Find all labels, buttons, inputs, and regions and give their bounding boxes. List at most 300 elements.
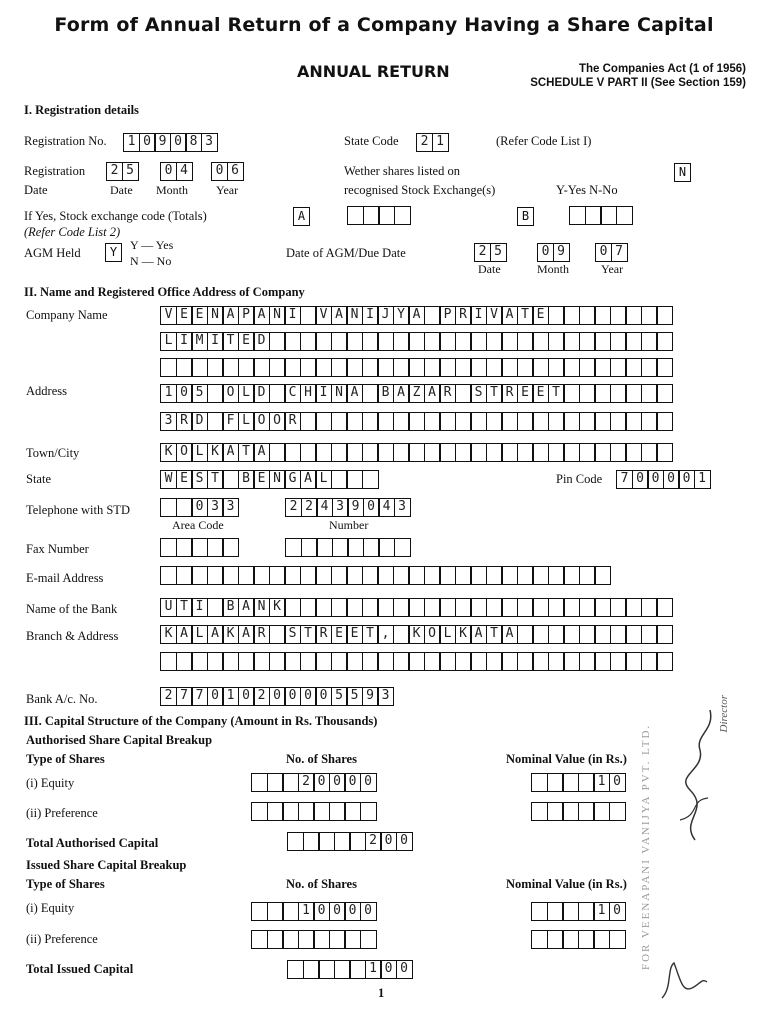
form-cell <box>578 902 595 921</box>
issued-preference-label: (ii) Preference <box>26 932 98 946</box>
section-address-heading: II. Name and Registered Office Address of Company <box>24 285 305 299</box>
form-cell <box>517 358 534 377</box>
form-cell: 0 <box>176 384 193 403</box>
form-cell <box>284 598 301 617</box>
town-field[interactable] <box>160 443 672 462</box>
form-cell: S <box>470 384 487 403</box>
agm-year-field[interactable] <box>595 243 626 262</box>
agm-caption-year: Year <box>601 262 624 276</box>
form-cell <box>377 412 394 431</box>
form-cell <box>562 773 579 792</box>
form-cell: I <box>470 306 487 325</box>
form-cell <box>548 625 565 644</box>
form-cell <box>287 960 304 979</box>
auth-equity-nominal-field[interactable] <box>531 773 624 792</box>
form-cell <box>315 598 332 617</box>
bank-name-field[interactable] <box>160 598 672 617</box>
form-cell <box>393 625 410 644</box>
form-cell <box>610 384 627 403</box>
form-cell <box>486 566 503 585</box>
form-cell: L <box>191 625 208 644</box>
form-cell <box>625 652 642 671</box>
form-cell <box>176 652 193 671</box>
form-cell: 1 <box>123 133 140 152</box>
act-line-2: SCHEDULE V PART II (See Section 159) <box>530 77 746 89</box>
form-cell <box>532 358 549 377</box>
issued-nominal-label: Nominal Value (in Rs.) <box>506 877 627 891</box>
form-cell <box>377 332 394 351</box>
auth-preference-shares-field[interactable] <box>251 802 375 821</box>
form-cell: 2 <box>106 162 123 181</box>
form-cell: 0 <box>647 470 664 489</box>
address-label: Address <box>26 384 67 398</box>
form-cell <box>656 306 673 325</box>
form-cell <box>284 443 301 462</box>
listed-label-2: recognised Stock Exchange(s) <box>344 183 496 197</box>
form-cell <box>594 332 611 351</box>
form-cell <box>363 538 380 557</box>
registration-year-field[interactable] <box>211 162 242 181</box>
form-cell: U <box>160 598 177 617</box>
form-cell: 1 <box>365 960 382 979</box>
form-cell: 0 <box>300 687 317 706</box>
form-cell <box>346 470 363 489</box>
company-name-label: Company Name <box>26 308 108 322</box>
form-cell: I <box>191 598 208 617</box>
form-cell <box>269 625 286 644</box>
email-field[interactable] <box>160 566 610 585</box>
form-cell <box>378 538 395 557</box>
form-cell: 0 <box>313 773 330 792</box>
form-cell <box>285 538 302 557</box>
act-reference <box>530 62 746 90</box>
form-cell: R <box>455 306 472 325</box>
form-cell: 0 <box>609 773 626 792</box>
registration-day-field[interactable] <box>106 162 137 181</box>
form-cell <box>282 773 299 792</box>
form-cell <box>207 598 224 617</box>
form-cell: Z <box>408 384 425 403</box>
form-cell: K <box>455 625 472 644</box>
form-cell <box>349 960 366 979</box>
issued-equity-label: (i) Equity <box>26 901 75 915</box>
form-cell <box>562 902 579 921</box>
form-cell <box>656 412 673 431</box>
form-cell <box>362 598 379 617</box>
form-cell <box>346 598 363 617</box>
company-name-line-3[interactable] <box>160 358 672 377</box>
form-cell <box>346 443 363 462</box>
form-cell <box>563 652 580 671</box>
form-cell: A <box>222 443 239 462</box>
stock-exchange-box-a: A <box>293 207 310 226</box>
form-cell: 4 <box>176 162 193 181</box>
form-cell <box>176 538 193 557</box>
form-cell <box>222 358 239 377</box>
form-cell <box>625 625 642 644</box>
form-cell: I <box>284 306 301 325</box>
issued-total-field[interactable] <box>287 960 411 979</box>
fax-area-field[interactable] <box>160 538 238 557</box>
form-cell <box>424 306 441 325</box>
form-cell <box>594 566 611 585</box>
no-of-shares-label: No. of Shares <box>286 752 357 766</box>
form-cell <box>594 443 611 462</box>
form-cell <box>439 566 456 585</box>
form-cell <box>298 802 315 821</box>
form-cell <box>331 598 348 617</box>
form-cell: T <box>207 470 224 489</box>
form-cell: N <box>207 306 224 325</box>
form-cell <box>300 443 317 462</box>
form-cell <box>656 598 673 617</box>
form-cell <box>176 358 193 377</box>
form-cell: 7 <box>616 470 633 489</box>
form-cell: 0 <box>315 687 332 706</box>
form-cell: 3 <box>207 498 224 517</box>
agm-day-field[interactable] <box>474 243 505 262</box>
form-cell: K <box>222 625 239 644</box>
form-cell <box>439 412 456 431</box>
form-cell: A <box>207 625 224 644</box>
form-cell <box>455 332 472 351</box>
state-code-field[interactable] <box>416 133 447 152</box>
form-cell <box>331 652 348 671</box>
form-cell: 2 <box>416 133 433 152</box>
pin-code-label: Pin Code <box>556 472 603 486</box>
form-cell <box>318 832 335 851</box>
form-cell <box>303 960 320 979</box>
form-cell <box>439 652 456 671</box>
form-cell: Y <box>393 306 410 325</box>
form-cell: 7 <box>191 687 208 706</box>
agm-caption-date: Date <box>478 262 501 276</box>
form-cell: 0 <box>678 470 695 489</box>
form-cell <box>532 332 549 351</box>
form-cell <box>517 443 534 462</box>
form-cell <box>548 443 565 462</box>
form-cell <box>641 412 658 431</box>
form-cell <box>548 598 565 617</box>
issued-equity-shares-field[interactable] <box>251 902 375 921</box>
form-cell <box>625 306 642 325</box>
form-cell <box>346 358 363 377</box>
form-cell <box>424 443 441 462</box>
number-caption: Number <box>329 518 369 532</box>
form-cell: N <box>253 598 270 617</box>
form-cell <box>269 384 286 403</box>
form-cell <box>408 443 425 462</box>
form-cell <box>313 802 330 821</box>
form-cell: N <box>331 384 348 403</box>
issued-preference-shares-field[interactable] <box>251 930 375 949</box>
form-cell <box>594 358 611 377</box>
form-cell <box>548 412 565 431</box>
form-cell <box>315 412 332 431</box>
form-cell <box>656 358 673 377</box>
form-cell: T <box>486 384 503 403</box>
form-cell: 3 <box>160 412 177 431</box>
form-cell <box>594 652 611 671</box>
form-cell: 1 <box>694 470 711 489</box>
form-cell: 2 <box>253 687 270 706</box>
form-cell <box>347 538 364 557</box>
pin-code-field[interactable] <box>616 470 709 489</box>
auth-total-label: Total Authorised Capital <box>26 836 159 850</box>
branch-address-line-1[interactable] <box>160 625 672 644</box>
form-cell: P <box>238 306 255 325</box>
form-cell <box>594 625 611 644</box>
form-cell: 1 <box>222 687 239 706</box>
registration-no-field[interactable] <box>123 133 216 152</box>
form-cell: A <box>408 306 425 325</box>
form-cell <box>486 412 503 431</box>
form-cell: 4 <box>316 498 333 517</box>
registration-no-label: Registration No. <box>24 134 107 148</box>
form-cell <box>486 598 503 617</box>
form-cell: H <box>300 384 317 403</box>
form-cell <box>579 566 596 585</box>
company-stamp-text: FOR VEENAPANI VANIJYA PVT. LTD. <box>640 723 652 970</box>
form-cell: V <box>486 306 503 325</box>
form-cell: 0 <box>537 243 554 262</box>
form-cell: N <box>346 306 363 325</box>
form-cell: 0 <box>360 902 377 921</box>
form-cell <box>349 832 366 851</box>
auth-equity-shares-field[interactable] <box>251 773 375 792</box>
state-field[interactable] <box>160 470 377 489</box>
form-cell: E <box>238 332 255 351</box>
form-cell: A <box>470 625 487 644</box>
state-label: State <box>26 472 51 486</box>
form-cell: A <box>222 306 239 325</box>
form-cell <box>531 930 548 949</box>
form-cell <box>393 598 410 617</box>
form-cell: 0 <box>191 498 208 517</box>
form-cell <box>562 930 579 949</box>
form-cell: 5 <box>346 687 363 706</box>
form-cell: R <box>439 384 456 403</box>
issued-capital-heading: Issued Share Capital Breakup <box>26 858 187 872</box>
agm-held-field[interactable]: Y <box>105 243 122 262</box>
form-cell <box>501 412 518 431</box>
form-cell <box>207 566 224 585</box>
stock-exchange-a-field[interactable] <box>347 206 409 225</box>
form-cell: M <box>191 332 208 351</box>
form-cell <box>563 443 580 462</box>
form-cell <box>579 412 596 431</box>
form-cell: V <box>315 306 332 325</box>
form-cell: T <box>300 625 317 644</box>
form-cell <box>284 358 301 377</box>
auth-preference-label: (ii) Preference <box>26 806 98 820</box>
form-cell: T <box>176 598 193 617</box>
form-cell <box>424 358 441 377</box>
form-cell: 0 <box>396 832 413 851</box>
form-cell <box>610 412 627 431</box>
form-cell <box>455 652 472 671</box>
form-cell: A <box>300 470 317 489</box>
form-cell: L <box>439 625 456 644</box>
form-cell: E <box>517 384 534 403</box>
form-cell <box>360 930 377 949</box>
form-cell <box>578 930 595 949</box>
form-cell <box>269 443 286 462</box>
form-cell <box>600 206 617 225</box>
form-cell <box>563 306 580 325</box>
agm-month-field[interactable] <box>537 243 568 262</box>
form-cell <box>331 332 348 351</box>
form-cell <box>393 443 410 462</box>
form-cell <box>579 332 596 351</box>
form-cell: D <box>191 412 208 431</box>
form-cell <box>656 625 673 644</box>
form-cell: 1 <box>160 384 177 403</box>
form-cell <box>439 358 456 377</box>
form-cell: W <box>160 470 177 489</box>
form-cell <box>408 332 425 351</box>
stock-exchange-box-b: B <box>517 207 534 226</box>
form-cell <box>517 332 534 351</box>
form-cell <box>362 566 379 585</box>
form-cell <box>160 652 177 671</box>
form-cell <box>346 412 363 431</box>
act-line-1: The Companies Act (1 of 1956) <box>578 63 746 75</box>
form-cell: G <box>284 470 301 489</box>
auth-preference-nominal-field[interactable] <box>531 802 624 821</box>
form-cell <box>501 358 518 377</box>
form-cell <box>331 470 348 489</box>
area-code-field[interactable] <box>160 498 238 517</box>
form-cell: 5 <box>122 162 139 181</box>
form-cell <box>362 332 379 351</box>
form-cell <box>176 566 193 585</box>
form-cell <box>251 902 268 921</box>
form-cell: S <box>284 625 301 644</box>
form-cell: A <box>331 306 348 325</box>
form-cell <box>394 206 411 225</box>
form-cell: F <box>222 412 239 431</box>
form-cell <box>160 538 177 557</box>
form-cell <box>455 566 472 585</box>
form-cell <box>439 332 456 351</box>
company-name-line-1[interactable] <box>160 306 672 325</box>
form-cell: 3 <box>201 133 218 152</box>
form-cell: B <box>377 384 394 403</box>
issued-preference-nominal-field[interactable] <box>531 930 624 949</box>
stock-exchange-b-field[interactable] <box>569 206 631 225</box>
form-cell: 0 <box>344 773 361 792</box>
telephone-label: Telephone with STD <box>26 503 130 517</box>
registration-month-field[interactable] <box>160 162 191 181</box>
registration-date-label-2: Date <box>24 183 48 197</box>
form-cell <box>569 206 586 225</box>
form-cell: K <box>408 625 425 644</box>
form-cell <box>222 566 239 585</box>
form-cell <box>610 625 627 644</box>
branch-address-label: Branch & Address <box>26 629 119 643</box>
form-cell <box>344 930 361 949</box>
form-cell: K <box>160 443 177 462</box>
form-cell: 0 <box>211 162 228 181</box>
form-cell: 1 <box>593 773 610 792</box>
form-cell <box>424 598 441 617</box>
form-cell <box>408 652 425 671</box>
form-cell: 0 <box>380 960 397 979</box>
issued-equity-nominal-field[interactable] <box>531 902 624 921</box>
form-cell: A <box>424 384 441 403</box>
form-cell <box>315 566 332 585</box>
section-registration-heading: I. Registration details <box>24 103 139 117</box>
form-cell <box>222 538 239 557</box>
form-cell <box>625 598 642 617</box>
form-cell: 0 <box>360 773 377 792</box>
form-cell: A <box>346 384 363 403</box>
stamp-role-director: Director <box>718 695 730 733</box>
form-cell: L <box>315 470 332 489</box>
form-cell <box>267 802 284 821</box>
form-cell: E <box>253 470 270 489</box>
form-cell: 0 <box>363 498 380 517</box>
form-cell: 3 <box>332 498 349 517</box>
branch-address-line-2[interactable] <box>160 652 672 671</box>
form-cell <box>251 773 268 792</box>
initial-signature-icon <box>652 948 712 1008</box>
form-cell: 5 <box>191 384 208 403</box>
form-cell <box>253 652 270 671</box>
auth-total-field[interactable] <box>287 832 411 851</box>
form-cell <box>609 930 626 949</box>
form-cell <box>641 384 658 403</box>
listed-field[interactable]: N <box>674 163 691 182</box>
form-cell: I <box>315 384 332 403</box>
form-cell <box>616 206 633 225</box>
form-cell <box>455 384 472 403</box>
form-cell <box>300 566 317 585</box>
form-cell <box>238 358 255 377</box>
form-cell <box>393 652 410 671</box>
form-cell: E <box>176 470 193 489</box>
form-cell <box>160 498 177 517</box>
form-cell <box>486 332 503 351</box>
form-cell <box>532 443 549 462</box>
form-cell <box>267 902 284 921</box>
form-cell: K <box>269 598 286 617</box>
form-cell: 0 <box>344 902 361 921</box>
form-cell: N <box>269 306 286 325</box>
address-line-2[interactable] <box>160 412 672 431</box>
form-cell: L <box>238 412 255 431</box>
fax-number-field[interactable] <box>285 538 409 557</box>
company-name-line-2[interactable] <box>160 332 672 351</box>
form-cell <box>517 652 534 671</box>
form-cell: 2 <box>301 498 318 517</box>
form-cell <box>531 773 548 792</box>
form-cell <box>501 652 518 671</box>
caption-year: Year <box>216 183 239 197</box>
type-of-shares-label: Type of Shares <box>26 752 105 766</box>
form-cell: T <box>548 384 565 403</box>
form-cell <box>300 412 317 431</box>
form-cell <box>424 566 441 585</box>
bank-account-field[interactable] <box>160 687 393 706</box>
form-cell <box>408 598 425 617</box>
form-cell <box>579 443 596 462</box>
address-line-1[interactable] <box>160 384 672 403</box>
form-cell <box>346 332 363 351</box>
form-cell <box>439 598 456 617</box>
telephone-number-field[interactable] <box>285 498 409 517</box>
